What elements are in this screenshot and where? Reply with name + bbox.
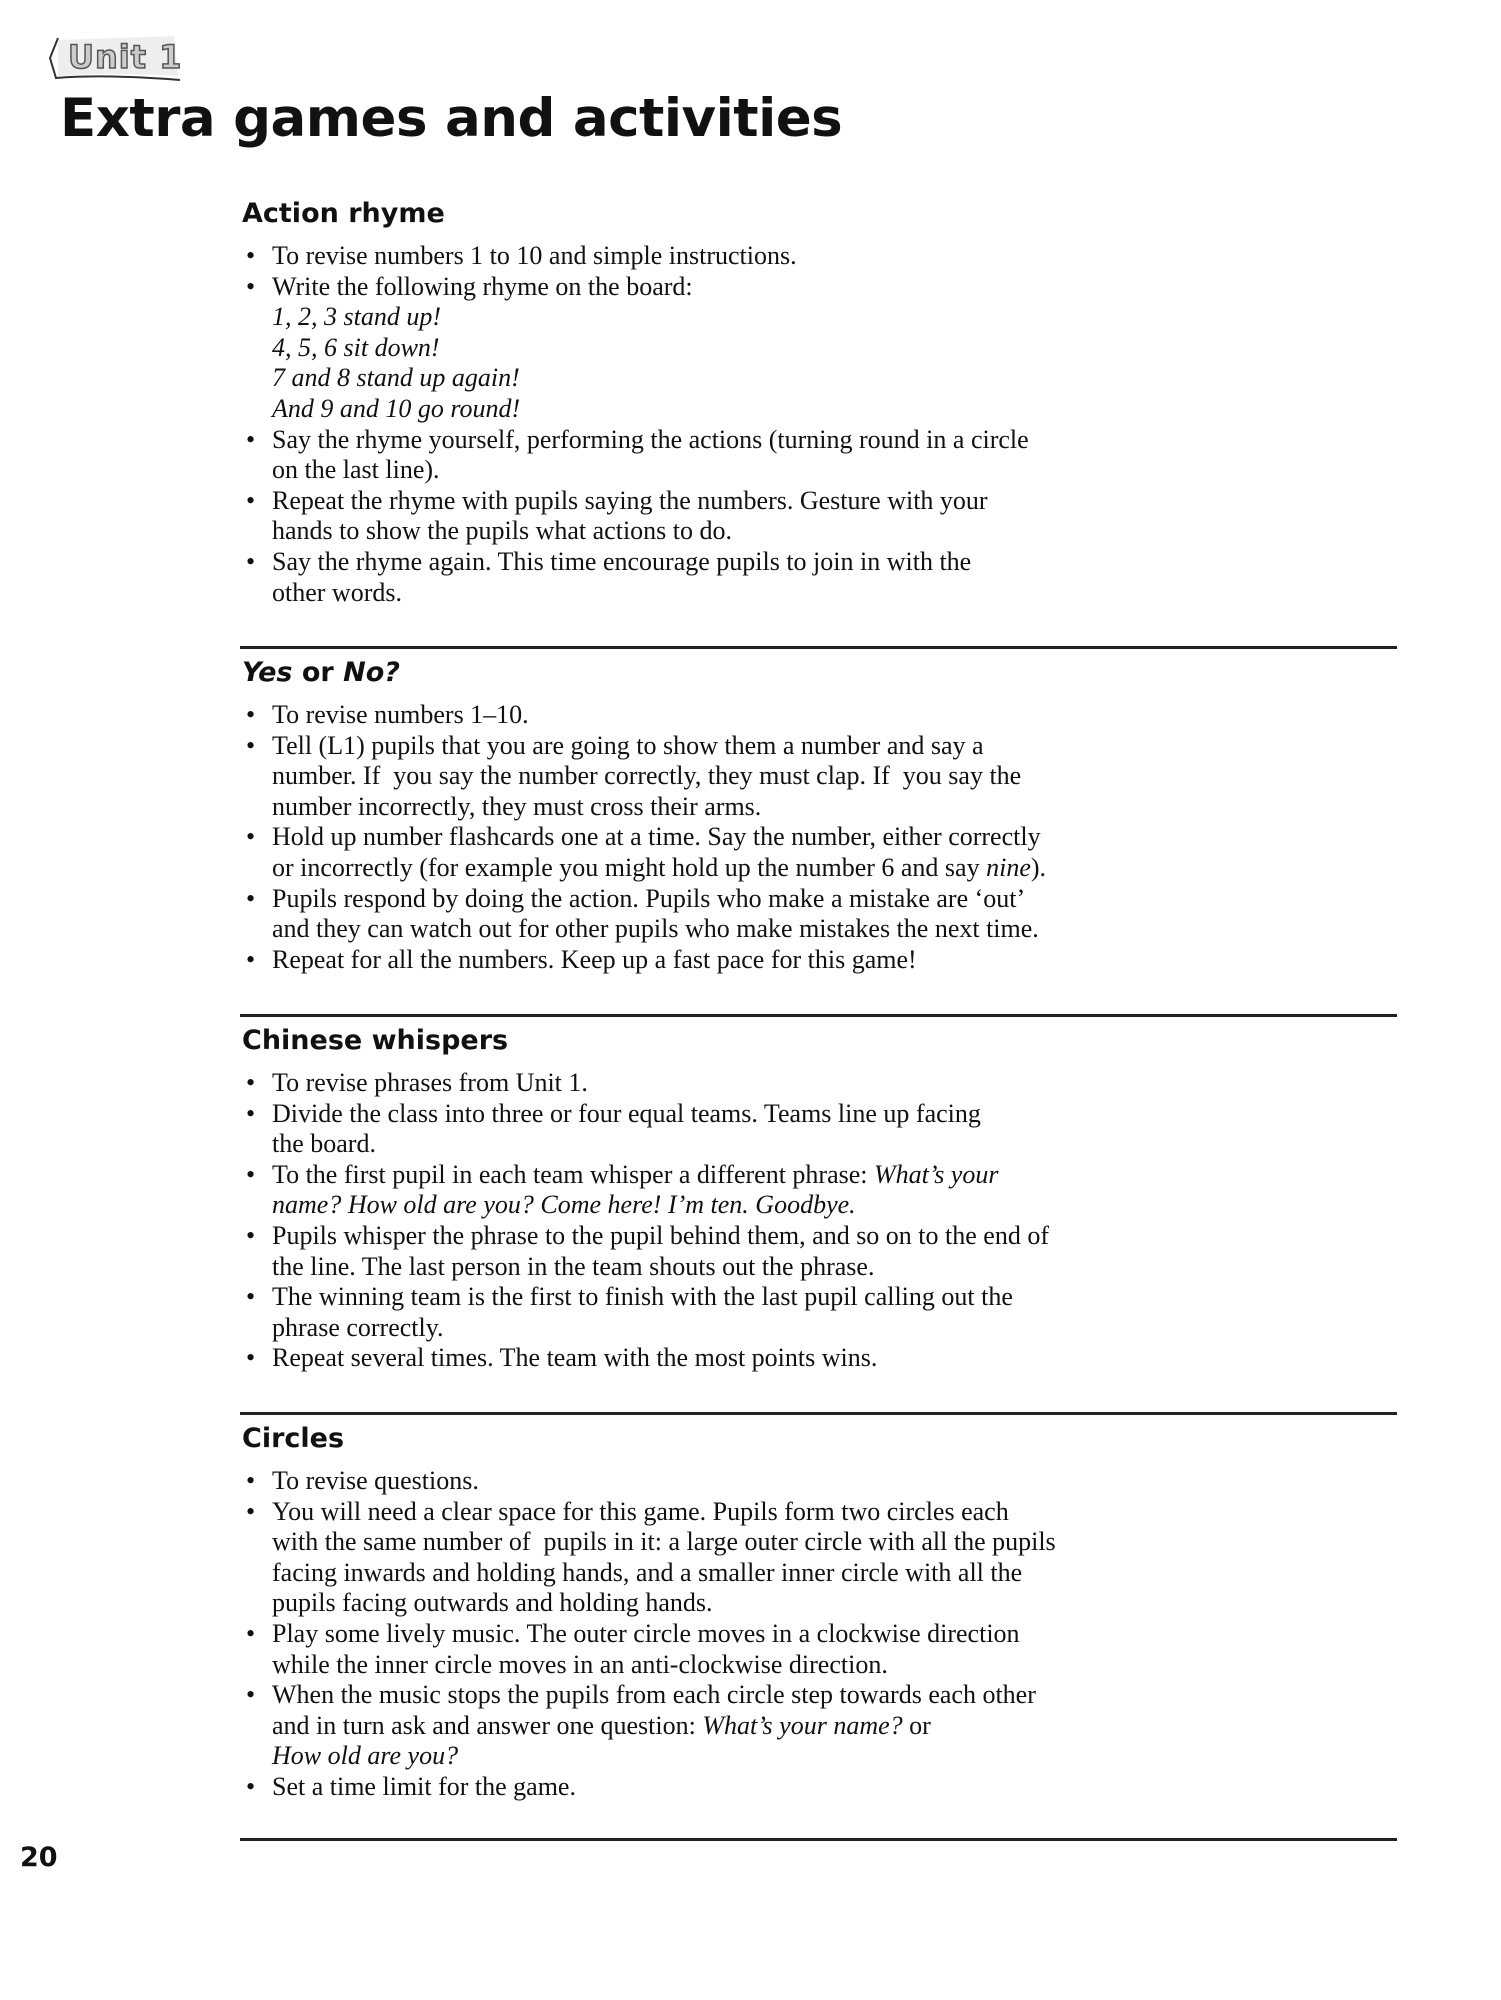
text-line [272, 731, 1402, 762]
text-line [272, 363, 1402, 394]
text-line [272, 1588, 1402, 1619]
bullet-icon: • [246, 1343, 256, 1373]
italic-text: 1, 2, 3 stand up! [272, 302, 441, 332]
bullet-icon: • [246, 485, 256, 515]
bullet-icon: • [246, 730, 256, 760]
text: the board. [272, 1129, 376, 1159]
italic-text: What’s your name? [702, 1710, 903, 1740]
text: Pupils whisper the phrase to the pupil behind them, and so on to the end of [272, 1220, 1049, 1250]
list-item [242, 1221, 1402, 1282]
text: Say the rhyme again. This time encourage pupils to join in with the [272, 546, 972, 576]
text: Hold up number flashcards one at a time. Say the number, either correctly [272, 822, 1041, 852]
text-line [272, 547, 1402, 578]
text: phrase correctly. [272, 1312, 444, 1342]
list-item [242, 241, 1402, 272]
text-line [272, 1099, 1402, 1130]
text-line [272, 425, 1402, 456]
list-item [242, 1466, 1402, 1497]
text: Repeat the rhyme with pupils saying the numbers. Gesture with your [272, 485, 988, 515]
bullet-icon: • [246, 424, 256, 454]
text-line [272, 272, 1402, 303]
text-line [272, 1343, 1402, 1374]
text-line [272, 1313, 1402, 1344]
bullet-icon: • [246, 271, 256, 301]
text-line [272, 1252, 1402, 1283]
text: and in turn ask and answer one question: [272, 1710, 703, 1740]
text: and they can watch out for other pupils who make mistakes the next time. [272, 914, 1039, 944]
text-line [272, 1619, 1402, 1650]
list-item [242, 700, 1402, 731]
text-line [272, 1160, 1402, 1191]
text-line [272, 792, 1402, 823]
text: or [902, 1710, 931, 1740]
list-item [242, 1772, 1402, 1803]
page-number: 20 [20, 1842, 58, 1873]
bullet-icon: • [246, 1098, 256, 1128]
list-item [242, 1343, 1402, 1374]
italic-text: How old are you? [272, 1741, 459, 1771]
bullet-icon: • [246, 1282, 256, 1312]
text-line [272, 1068, 1402, 1099]
text: You will need a clear space for this game. Pupils form two circles each [272, 1496, 1009, 1526]
text-line [272, 914, 1402, 945]
text: Play some lively music. The outer circle moves in a clockwise direction [272, 1618, 1020, 1648]
text: number incorrectly, they must cross their arms. [272, 791, 762, 821]
text: other words. [272, 577, 402, 607]
text: the line. The last person in the team shouts out the phrase. [272, 1251, 875, 1281]
text: on the last line). [272, 455, 440, 485]
list-item [242, 486, 1402, 547]
text-line [272, 1466, 1402, 1497]
list-item [242, 1160, 1402, 1221]
list-item [242, 731, 1402, 823]
list-item [242, 1680, 1402, 1772]
section-circles [242, 1423, 1402, 1803]
text-line [272, 1680, 1402, 1711]
text-line [272, 884, 1402, 915]
italic-text: Yes [242, 657, 293, 688]
text-line [272, 1741, 1402, 1772]
text-line [272, 1221, 1402, 1252]
text-line [272, 822, 1402, 853]
text-line [272, 578, 1402, 609]
text: Pupils respond by doing the action. Pupils who make a mistake are ‘out’ [272, 883, 1026, 913]
text: Action rhyme [242, 198, 445, 229]
bullet-icon: • [246, 241, 256, 270]
bullet-icon: • [246, 1680, 256, 1710]
text-line [272, 302, 1402, 333]
bullet-icon: • [246, 1496, 256, 1526]
text: while the inner circle moves in an anti-clockwise direction. [272, 1649, 888, 1679]
bullet-icon: • [246, 1068, 256, 1097]
bullet-icon: • [246, 822, 256, 852]
list-item [242, 425, 1402, 486]
text: Chinese whispers [242, 1025, 509, 1056]
text: Set a time limit for the game. [272, 1771, 576, 1801]
text: To revise phrases from Unit 1. [272, 1068, 588, 1097]
bullet-icon: • [246, 1466, 256, 1495]
text: number. If you say the number correctly, they must clap. If you say the [272, 761, 1022, 791]
bullet-icon: • [246, 546, 256, 576]
list-item [242, 822, 1402, 883]
text-line [272, 761, 1402, 792]
bullet-icon: • [246, 944, 256, 974]
list-item [242, 1619, 1402, 1680]
list-item [242, 1068, 1402, 1099]
text: hands to show the pupils what actions to do. [272, 516, 733, 546]
text: When the music stops the pupils from each circle step towards each other [272, 1680, 1036, 1710]
italic-text: name? How old are you? Come here! I’m ten. Goodbye. [272, 1190, 856, 1220]
text: To revise numbers 1 to 10 and simple instructions. [272, 241, 797, 270]
bullet-icon: • [246, 1618, 256, 1648]
text-line [272, 700, 1402, 731]
list-item [242, 1282, 1402, 1343]
section-heading [242, 1025, 1402, 1056]
text: facing inwards and holding hands, and a smaller inner circle with all the [272, 1557, 1023, 1587]
list-item [242, 1497, 1402, 1619]
italic-text: nine [986, 852, 1031, 882]
text-line [272, 1190, 1402, 1221]
section-heading [242, 1423, 1402, 1454]
text: To the first pupil in each team whisper a different phrase: [272, 1159, 874, 1189]
text: The winning team is the first to finish with the last pupil calling out the [272, 1282, 1013, 1312]
italic-text: What’s your [874, 1159, 999, 1189]
text: To revise questions. [272, 1466, 479, 1495]
text: ). [1030, 852, 1047, 882]
text-line [272, 1650, 1402, 1681]
text: To revise numbers 1–10. [272, 700, 529, 729]
section-action-rhyme [242, 198, 1402, 608]
bullet-icon: • [246, 1159, 256, 1189]
divider [240, 1014, 1397, 1017]
text: with the same number of pupils in it: a large outer circle with all the pupils [272, 1527, 1056, 1557]
divider [240, 1412, 1397, 1415]
text-line [272, 1282, 1402, 1313]
text-line [272, 455, 1402, 486]
text-line [272, 1497, 1402, 1528]
text-line [272, 853, 1402, 884]
italic-text: And 9 and 10 go round! [272, 393, 521, 423]
section-heading [242, 657, 1402, 688]
list-item [242, 547, 1402, 608]
list-item [242, 884, 1402, 945]
text-line [272, 1129, 1402, 1160]
text: Write the following rhyme on the board: [272, 271, 693, 301]
section-chinese-whispers [242, 1025, 1402, 1374]
bullet-icon: • [246, 700, 256, 729]
text: Divide the class into three or four equal teams. Teams line up facing [272, 1098, 981, 1128]
unit-label: Unit 1 [68, 38, 183, 76]
italic-text: 4, 5, 6 sit down! [272, 332, 440, 362]
text-line [272, 333, 1402, 364]
text-line [272, 394, 1402, 425]
text: Say the rhyme yourself, performing the actions (turning round in a circle [272, 424, 1029, 454]
divider [240, 1838, 1397, 1841]
text: Circles [242, 1423, 345, 1454]
text: pupils facing outwards and holding hands. [272, 1588, 713, 1618]
text: Repeat several times. The team with the most points wins. [272, 1343, 878, 1373]
unit-tab [44, 34, 184, 82]
list-item [242, 1099, 1402, 1160]
italic-text: 7 and 8 stand up again! [272, 363, 520, 393]
text-line [272, 945, 1402, 976]
text-line [272, 1527, 1402, 1558]
text-line [272, 516, 1402, 547]
list-item [242, 945, 1402, 976]
list-item [242, 272, 1402, 425]
text-line [272, 486, 1402, 517]
text-line [272, 1772, 1402, 1803]
bullet-icon: • [246, 1220, 256, 1250]
text: or incorrectly (for example you might hold up the number 6 and say [272, 852, 987, 882]
bullet-icon: • [246, 883, 256, 913]
text-line [272, 1558, 1402, 1589]
section-heading [242, 198, 1402, 229]
divider [240, 646, 1397, 649]
text: Tell (L1) pupils that you are going to show them a number and say a [272, 730, 984, 760]
bullet-icon: • [246, 1771, 256, 1801]
section-yes-or-no [242, 657, 1402, 975]
text-line [272, 241, 1402, 272]
page-title: Extra games and activities [60, 88, 843, 149]
text: Repeat for all the numbers. Keep up a fast pace for this game! [272, 944, 917, 974]
italic-text: No? [343, 657, 400, 688]
text-line [272, 1711, 1402, 1742]
text: or [292, 657, 344, 688]
